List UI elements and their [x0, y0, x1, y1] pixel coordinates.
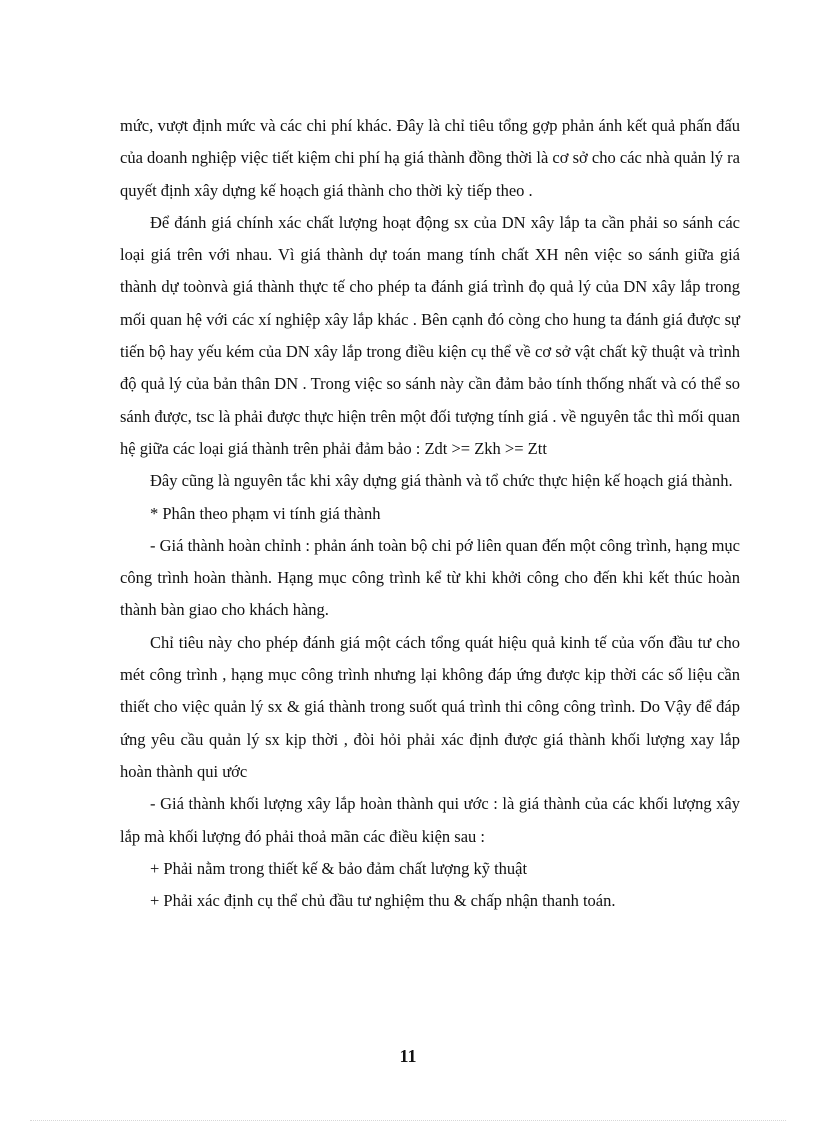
paragraph-7: - Giá thành khối lượng xây lắp hoàn thành qui ước : là giá thành của các khối lượng xây lắp mà khối lượng đó phải thoả mãn các điều kiện sau :	[120, 794, 740, 846]
page-number: 11	[399, 1046, 417, 1066]
page-body	[120, 110, 740, 917]
section-heading: * Phân theo phạm vi tính giá thành	[150, 503, 381, 523]
paragraph-5: - Giá thành hoàn chỉnh : phản ánh toàn bộ chi pớ liên quan đến một công trình, hạng mục công trình hoàn thành. Hạng mục công trình kể từ khi khởi công cho đến khi kết thúc hoàn thành bàn giao cho khách hàng.	[120, 535, 740, 620]
paragraph-2: Để đánh giá chính xác chất lượng hoạt động sx của DN xây lắp ta cần phải so sánh các loại giá trên với nhau. Vì giá thành dự toán mang tính chất XH nên việc so sánh giữa giá thành dự toònvà giá thành thực tế cho phép ta đánh giá trình đọ quả lý của DN xây lắp trong mối quan hệ với các xí nghiệp xây lắp khác . Bên cạnh đó còng cho hung ta đánh giá được sự tiến bộ hay yếu kém của DN xây lắp trong điều kiện cụ thể về cơ sở vật chất kỹ thuật và trình độ quả lý của bản thân DN . Trong việc so sánh này cần đảm bảo tính thống nhất và có thể so sánh được, tsc là phải được thực hiện trên một đối tượng tính giá . về nguyên tắc thì mối quan hệ giữa các loại giá thành trên phải đảm bảo : Zdt >= Zkh >= Ztt	[120, 212, 740, 458]
list-item-2: + Phải xác định cụ thể chủ đầu tư nghiệm thu & chấp nhận thanh toán.	[150, 891, 616, 911]
list-item-1: + Phải nằm trong thiết kế & bảo đảm chất lượng kỹ thuật	[150, 858, 528, 878]
paragraph-1: mức, vượt định mức và các chi phí khác. Đây là chỉ tiêu tổng gợp phản ánh kết quả phấn đấu của doanh nghiệp việc tiết kiệm chi phí hạ giá thành đồng thời là cơ sở cho các nhà quản lý ra quyết định xây dựng kế hoạch giá thành cho thời kỳ tiếp theo .	[120, 116, 740, 200]
bottom-rule	[30, 1120, 786, 1121]
paragraph-3: Đây cũng là nguyên tắc khi xây dựng giá thành và tổ chức thực hiện kế hoạch giá thành.	[150, 471, 733, 491]
paragraph-6: Chỉ tiêu này cho phép đánh giá một cách tổng quát hiệu quả kinh tế của vốn đầu tư cho mét công trình , hạng mục công trình nhưng lại không đáp ứng được kịp thời các số liệu cần thiết cho việc quản lý sx & giá thành trong suốt quá trình thi công công trình. Do Vậy để đáp ứng yêu cầu quản lý sx kịp thời , đòi hỏi phải xác định được giá thành khối lượng xay lắp hoàn thành qui ước	[120, 632, 740, 781]
